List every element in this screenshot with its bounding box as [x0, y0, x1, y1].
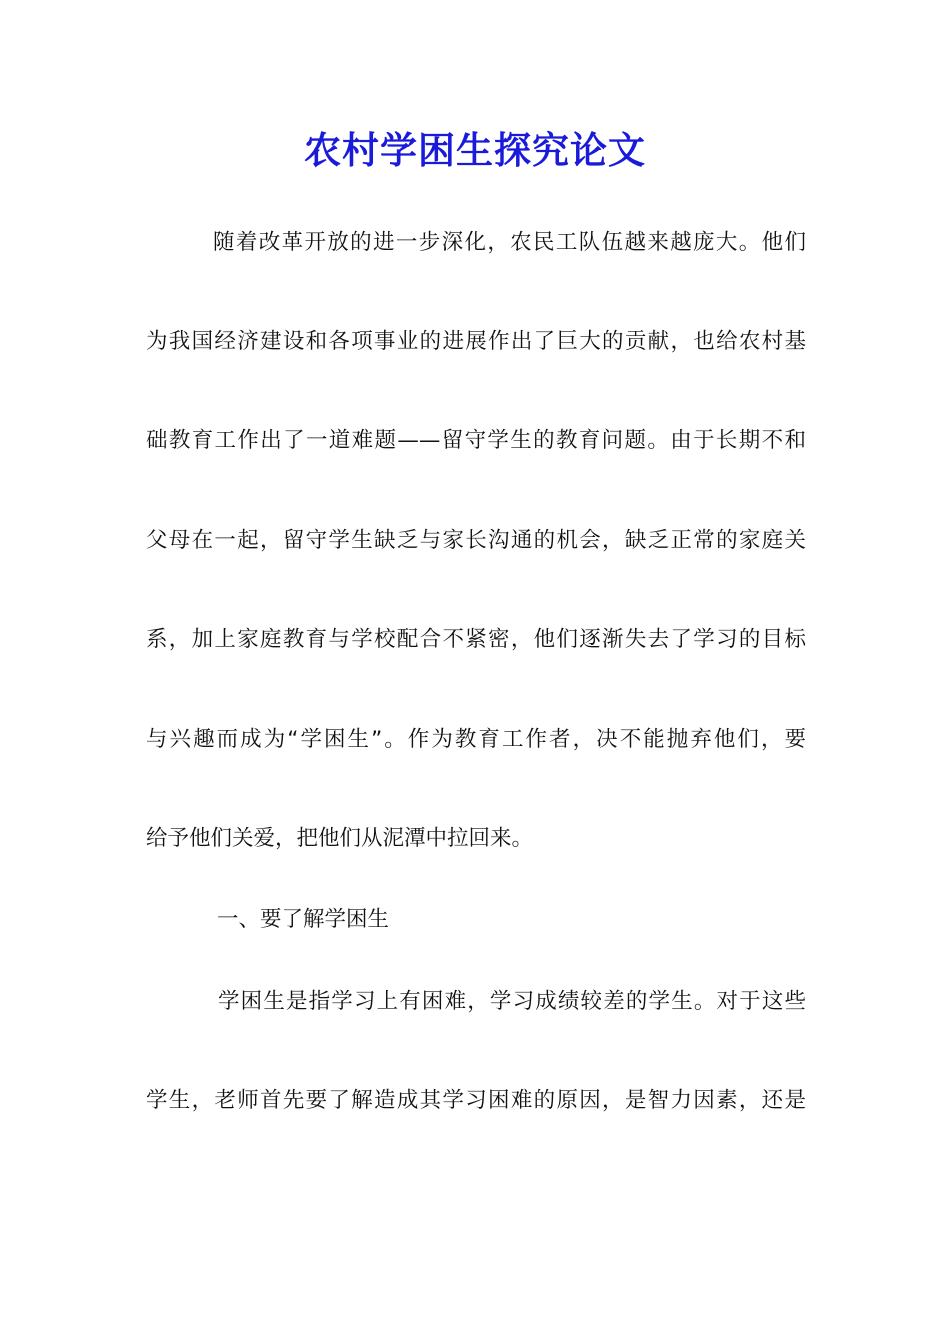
paragraph-line: 础教育工作出了一道难题——留守学生的教育问题。由于长期不和 [146, 428, 806, 453]
paragraph-line: 父母在一起，留守学生缺乏与家长沟通的机会，缺乏正常的家庭关 [146, 528, 806, 553]
paragraph-line: 与兴趣而成为“学困生”。作为教育工作者，决不能抛弃他们，要 [146, 727, 806, 752]
document-title: 农村学困生探究论文 [304, 128, 646, 172]
paragraph-line: 给予他们关爱，把他们从泥潭中拉回来。 [146, 826, 534, 851]
paragraph-line: 系，加上家庭教育与学校配合不紧密，他们逐渐失去了学习的目标 [146, 627, 806, 652]
section-heading: 一、要了解学困生 [217, 907, 390, 932]
paragraph-line: 随着改革开放的进一步深化，农民工队伍越来越庞大。他们 [213, 230, 806, 255]
paragraph-line: 学生，老师首先要了解造成其学习困难的原因，是智力因素，还是 [146, 1088, 806, 1113]
paragraph-line: 为我国经济建设和各项事业的进展作出了巨大的贡献，也给农村基 [146, 329, 806, 354]
paragraph-line: 学困生是指学习上有困难，学习成绩较差的学生。对于这些 [218, 989, 806, 1014]
